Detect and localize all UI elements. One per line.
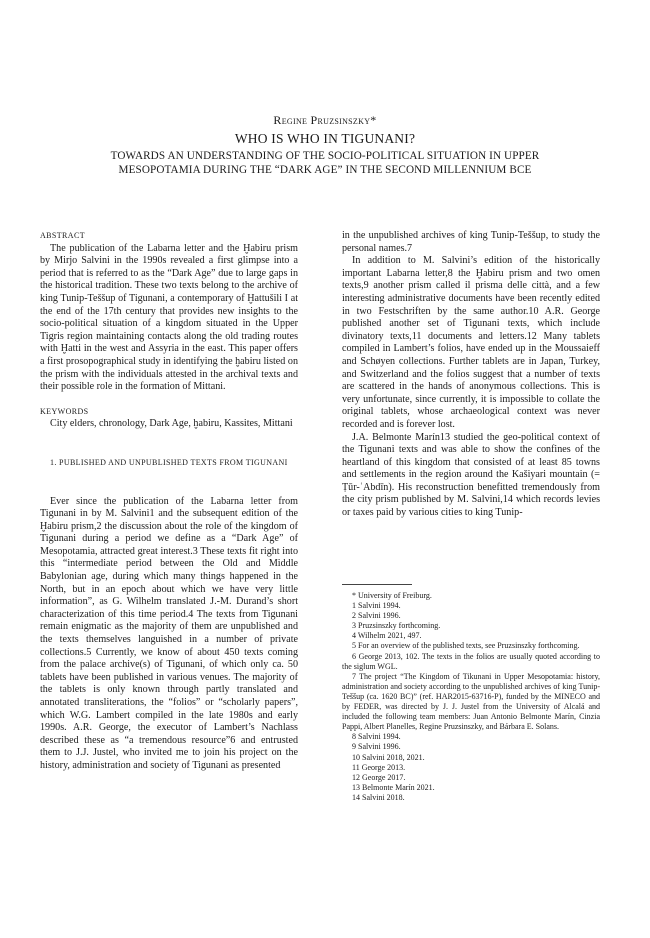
abstract-heading: ABSTRACT xyxy=(40,231,85,240)
subtitle-line-1: TOWARDS AN UNDERSTANDING OF THE SOCIO-POLITICAL SITUATION IN UPPER xyxy=(110,150,540,162)
section-heading: 1. PUBLISHED AND UNPUBLISHED TEXTS FROM TIGUNANI xyxy=(50,457,288,467)
article-title: WHO IS WHO IN TIGUNANI? xyxy=(234,131,416,146)
footnotes xyxy=(342,591,600,803)
article-subtitle xyxy=(40,150,610,177)
footnote: 6 George 2013, 102. The texts in the folios are usually quoted according to the siglum WGL. xyxy=(342,651,600,671)
footnote: 2 Salvini 1996. xyxy=(352,611,401,621)
footnote: 9 Salvini 1996. xyxy=(352,742,401,752)
body-paragraph-2: In addition to M. Salvini’s edition of the historically important Labarna letter,8 the Ḫabiru prism and two omen texts,9 another prism called il prisma delle città, and a few interesting administrative documents have been recently edited in two Festschriften by the same author.10 A.R. George published another set of Tigunani texts, which include divinatory texts,11 documents and letters.12 Many tablets compiled in Lambert’s folios, have ended up in the Moussaieff and Schøyen collections. Further tablets are in Japan, Turkey, and Switzerland and the folios suggest that a number of texts are scattered in the hands of anonymous collections. This is very unfortunate, since currently, it is impossible to collate the original tablets, whose archaeological context was never recorded and is forever lost. xyxy=(342,255,600,430)
footnote-rule xyxy=(342,584,412,585)
left-column xyxy=(40,230,298,773)
footnote: 10 Salvini 2018, 2021. xyxy=(352,752,425,762)
footnote: 13 Belmonte Marín 2021. xyxy=(352,782,435,792)
body-paragraph-1-continued: in the unpublished archives of king Tunip-Teššup, to study the personal names.7 xyxy=(342,230,600,254)
abstract-text: The publication of the Labarna letter and the Ḫabiru prism by Mirjo Salvini in the 1990s revealed a first glimpse into a period that is referred to as the “Dark Age” due to large gaps in the historical tradition. These two texts belong to the archive of king Tunip-Teššup of Tigunani, a contemporary of Ḫattušili I at the end of the 17th century that provides new insights to the socio-political situation of a kingdom situated in the Upper Tigris region maintaining contacts along the old trading routes with Ḫatti in the west and Assyria in the east. This paper offers a first prosopographical study in identifying the ḫabiru listed on the prism with the individuals attested in the archival texts and their possible role in the formation of Mittani. xyxy=(40,242,298,393)
keywords-text: City elders, chronology, Dark Age, ḫabiru, Kassites, Mittani xyxy=(50,418,293,430)
author-name: Regine Pruzsinszky* xyxy=(273,113,377,127)
footnote: 3 Pruzsinszky forthcoming. xyxy=(352,621,441,631)
body-paragraph-3: J.A. Belmonte Marín13 studied the geo-political context of the Tigunani texts and was able to show the confines of the heartland of this kingdom that consisted of at least 85 towns and settlements in the region around the Kašiyari mountain (= Ṭūr-ʿAbdīn). His reconstruction benefitted tremendously from the city prism published by M. Salvini,14 which records levies or taxes paid by various cities to king Tunip- xyxy=(342,431,600,519)
footnote: 1 Salvini 1994. xyxy=(352,601,401,611)
footnote: 5 For an overview of the published texts, see Pruzsinszky forthcoming. xyxy=(352,641,580,651)
footnote: 14 Salvini 2018. xyxy=(352,792,405,802)
footnote: 12 George 2017. xyxy=(352,772,406,782)
right-column xyxy=(342,230,600,520)
footnote: * University of Freiburg. xyxy=(352,591,432,600)
footnote: 4 Wilhelm 2021, 497. xyxy=(352,631,422,641)
subtitle-line-2: MESOPOTAMIA DURING THE “DARK AGE” IN THE SECOND MILLENNIUM BCE xyxy=(118,163,532,176)
body-paragraph-1: Ever since the publication of the Labarna letter from Tigunani in by M. Salvini1 and the subsequent edition of the Ḫabiru prism,2 the discussion about the role of the kingdom of Tigunani during a period we define as a “Dark Age” of Mesopotamia, attracted great interest.3 These texts fit right into this “intermediate period between the Old and Middle Babylonian age, during which many things happened in the North, but in an epoch about which we have very little information”, as G. Wilhelm translated J.-M. Durand’s short characterization of this time period.4 The texts from Tigunani remain enigmatic as the majority of them are unpublished and the texts themselves languished in a number of private collections.5 Currently, we know of about 450 texts coming from the palace archive(s) of Tigunani, of which only ca. 50 tablets have been published in various venues. The majority of the tablets is only known through partly translated and annotated transliterations, the “folios” or “scholarly papers”, which W.G. Lambert compiled in the late 1980s and early 1990s. A.R. George, the executor of Lambert’s Nachlass described these as “a tremendous resource”6 and entrusted them to J.J. Justel, who invited me to join his project on the history, administration and society of Tigunani as presented xyxy=(40,495,298,771)
keywords-heading: KEYWORDS xyxy=(40,406,89,416)
footnote: 11 George 2013. xyxy=(352,762,406,772)
footnote: 7 The project “The Kingdom of Tikunani in Upper Mesopotamia: history, administration and society according to the unpublished archives of king Tunip-Teššup (ca. 1620 BC)” (ref. HAR2015-63716-P), funded by the MINECO and by FEDER, was directed by J. J. Justel from the University of Alcalá and included the following team members: Juan Antonio Belmonte Marín, Cinzia Pappi, Albert Planelles, Regine Pruzsinszky, and Bárbara E. Solans. xyxy=(342,671,600,732)
footnote: 8 Salvini 1994. xyxy=(352,732,401,742)
article-header xyxy=(40,113,610,177)
